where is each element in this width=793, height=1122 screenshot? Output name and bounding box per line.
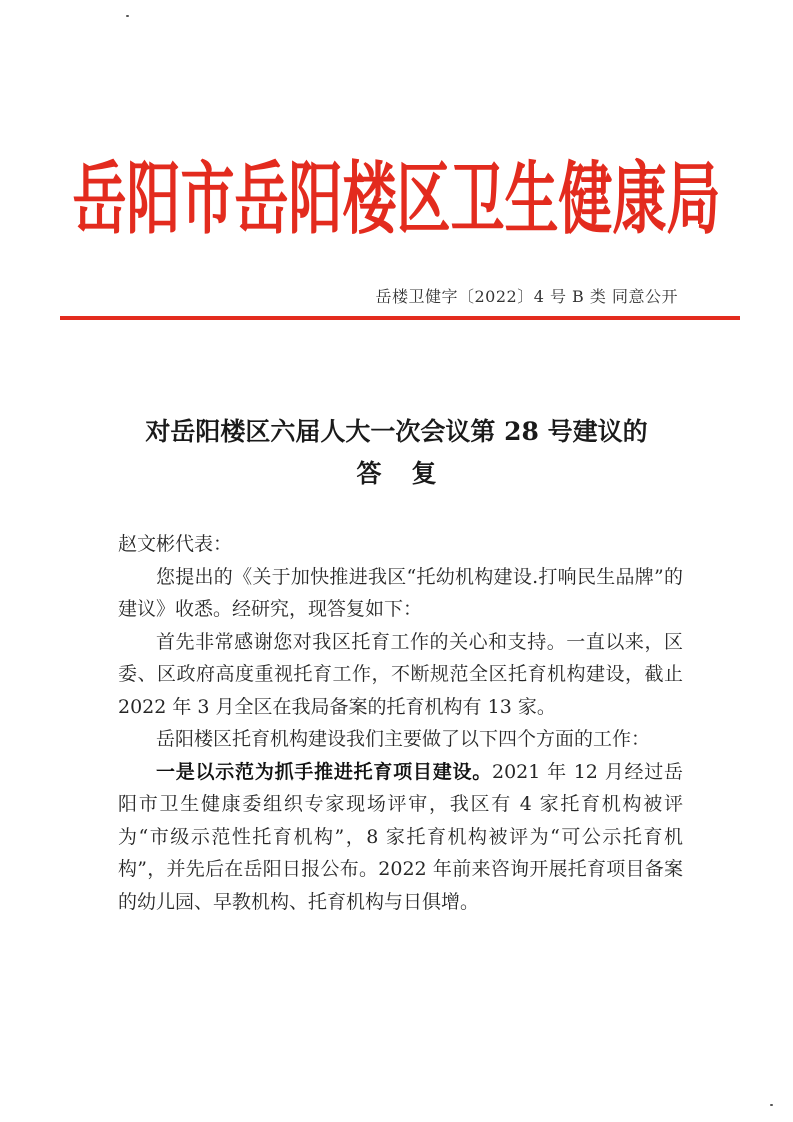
- salutation: 赵文彬代表：: [118, 533, 233, 555]
- document-number: 岳楼卫健字〔2022〕4 号 B 类 同意公开: [375, 287, 678, 306]
- document-title-line2: 答复: [356, 459, 467, 488]
- scan-speck: [126, 15, 129, 17]
- agency-masthead: 岳阳市岳阳楼区卫生健康局: [72, 153, 721, 245]
- document-title-line1: 对岳阳楼区六届人大一次会议第 28 号建议的: [145, 417, 648, 446]
- paragraph-4-text: 2021 年 12 月经过岳阳市卫生健康委组织专家现场评审，我区有 4 家托育机构被评为“市级示范性托育机构”，8 家托育机构被评为“可公示托育机构”，并先后在岳阳日报公布。2022 年前来咨询开展托育项目备案的幼儿园、早教机构、托育机构与日俱增。: [118, 760, 683, 913]
- paragraph-1: 您提出的《关于加快推进我区“托幼机构建设.打响民生品牌”的建议》收悉。经研究，现答复如下：: [118, 565, 683, 620]
- document-body: [118, 528, 683, 918]
- scan-speck: [770, 1104, 773, 1106]
- paragraph-4-lead: 一是以示范为抓手推进托育项目建设。: [156, 760, 492, 783]
- red-divider-line: [60, 316, 740, 320]
- paragraph-2: 首先非常感谢您对我区托育工作的关心和支持。一直以来，区委、区政府高度重视托育工作，不断规范全区托育机构建设，截止 2022 年 3 月全区在我局备案的托育机构有 13 家。: [118, 630, 683, 718]
- paragraph-3: 岳阳楼区托育机构建设我们主要做了以下四个方面的工作：: [156, 728, 651, 750]
- paragraph-4: [118, 756, 683, 919]
